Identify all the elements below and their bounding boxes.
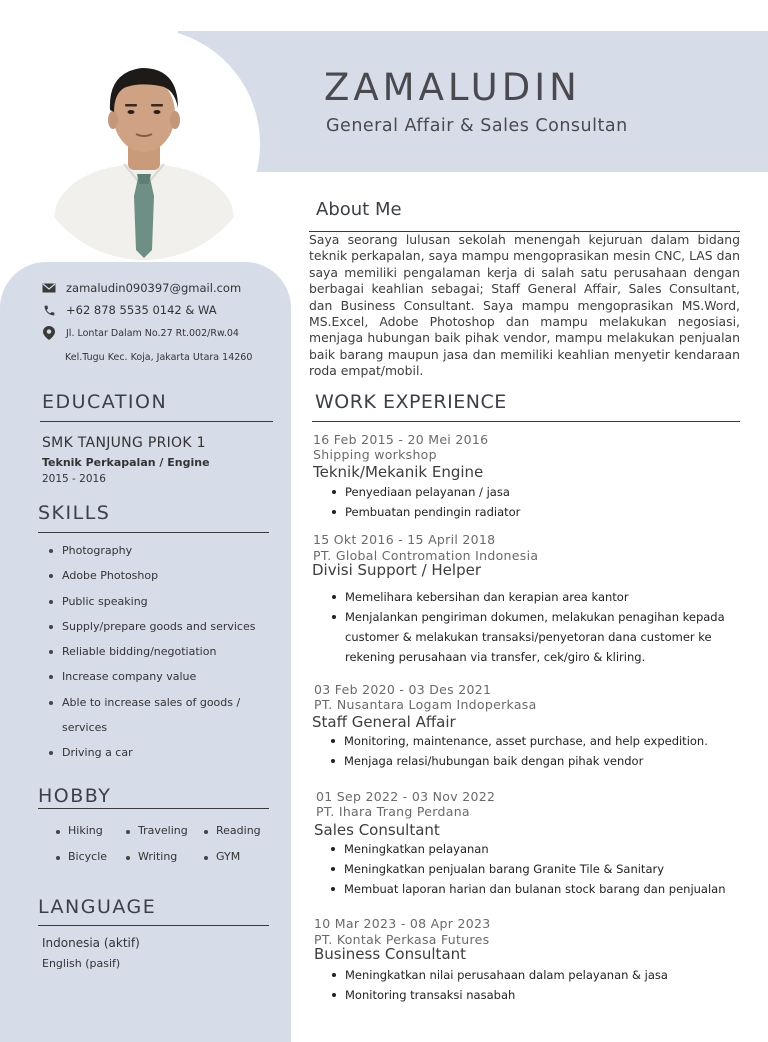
job-position: Sales Consultant	[314, 821, 440, 839]
hobby-item: Hiking	[54, 824, 103, 837]
hobby-item: Traveling	[124, 824, 188, 837]
job-title: General Affair & Sales Consultan	[326, 116, 628, 136]
job-position: Teknik/Mekanik Engine	[313, 463, 484, 481]
about-paragraph: Saya seorang lulusan sekolah menengah kejuruan dalam bidang teknik perkapalan, saya mampu mengoprasikan mesin CNC, LAS dan saya memiliki pengalaman kerja di salah satu perusahaan dengan berbagai keahlian sebagai; Staff General Affair, Sales Consultant, dan Business Consultant. Saya mampu mengoprasikan MS.Word, MS.Excel, Adobe Photoshop dan mampu melakukan negosiasi, menjaga hubungan baik pihak vendor, mampu melakukan penjualan baik barang maupun jasa dan memiliki keahlian menyetir kendaraan roda empat/mobil.	[309, 232, 740, 379]
contact-email-row	[42, 281, 241, 295]
work-divider	[312, 421, 740, 422]
list-item: Supply/prepare goods and services	[46, 619, 255, 644]
mail-icon	[42, 281, 56, 295]
email-text: zamaludin090397@gmail.com	[66, 281, 242, 295]
person-name: ZAMALUDIN	[324, 66, 581, 109]
job-position: Business Consultant	[314, 945, 467, 963]
list-item: Meningkatkan nilai perusahaan dalam pelayanan & jasa	[329, 965, 668, 985]
school-years: 2015 - 2016	[42, 473, 106, 485]
list-item-continuation: customer & melakukan transaksi/penyetoran dana customer ke	[345, 630, 712, 644]
hobby-item: Reading	[202, 824, 261, 837]
job-tasks	[329, 965, 668, 1005]
list-item: Reliable bidding/negotiation	[46, 644, 255, 669]
list-item: Adobe Photoshop	[46, 568, 255, 593]
hobby-heading: HOBBY	[38, 785, 112, 807]
contact-address-row	[42, 326, 239, 340]
language-heading: LANGUAGE	[38, 896, 157, 918]
list-item-continuation: services	[62, 721, 108, 735]
job-position: Divisi Support / Helper	[312, 561, 481, 579]
list-item: Membuat laporan harian dan bulanan stock barang dan penjualan	[328, 879, 726, 899]
job-tasks	[328, 731, 708, 771]
job-company: PT. Nusantara Logam Indoperkasa	[314, 697, 537, 712]
list-item: Meningkatkan penjualan barang Granite Tile & Sanitary	[328, 859, 726, 879]
education-divider	[40, 421, 273, 422]
about-heading: About Me	[316, 199, 402, 220]
job-date: 10 Mar 2023 - 08 Apr 2023	[314, 916, 491, 931]
language-item: English (pasif)	[42, 957, 121, 970]
list-item: Menjaga relasi/hubungan baik dengan pihak vendor	[328, 751, 708, 771]
job-company: PT. Kontak Perkasa Futures	[314, 932, 490, 947]
job-tasks	[329, 482, 520, 522]
address-line-1: Jl. Lontar Dalam No.27 Rt.002/Rw.04	[66, 327, 239, 339]
work-heading: WORK EXPERIENCE	[315, 391, 507, 413]
job-tasks	[328, 839, 726, 899]
job-date: 15 Okt 2016 - 15 April 2018	[313, 532, 496, 547]
list-item: Able to increase sales of goods /	[46, 695, 255, 720]
phone-icon	[42, 303, 56, 317]
portrait-illustration	[28, 28, 260, 260]
phone-text: +62 878 5535 0142 & WA	[66, 303, 217, 317]
contact-phone-row	[42, 303, 217, 317]
list-item: Menjalankan pengiriman dokumen, melakukan penagihan kepada	[329, 607, 725, 627]
hobby-divider	[38, 808, 269, 809]
job-company: Shipping workshop	[313, 447, 437, 462]
location-pin-icon	[42, 326, 56, 340]
list-item: Monitoring transaksi nasabah	[329, 985, 668, 1005]
hobby-item: Writing	[124, 850, 177, 863]
language-divider	[38, 925, 269, 926]
job-tasks	[329, 587, 725, 667]
list-item: Photography	[46, 543, 255, 568]
job-date: 01 Sep 2022 - 03 Nov 2022	[316, 789, 496, 804]
education-heading: EDUCATION	[42, 391, 168, 413]
skills-list	[46, 543, 255, 771]
list-item: Penyediaan pelayanan / jasa	[329, 482, 520, 502]
list-item: Memelihara kebersihan dan kerapian area kantor	[329, 587, 725, 607]
list-item: Monitoring, maintenance, asset purchase, and help expedition.	[328, 731, 708, 751]
school-major: Teknik Perkapalan / Engine	[42, 456, 210, 469]
hobby-item: Bicycle	[54, 850, 107, 863]
job-company: PT. Global Contromation Indonesia	[313, 548, 539, 563]
hobby-item: GYM	[202, 850, 240, 863]
skills-divider	[38, 532, 269, 533]
address-line-2: Kel.Tugu Kec. Koja, Jakarta Utara 14260	[65, 352, 253, 363]
job-company: PT. Ihara Trang Perdana	[316, 804, 470, 819]
list-item: Meningkatkan pelayanan	[328, 839, 726, 859]
school-name: SMK TANJUNG PRIOK 1	[42, 435, 206, 451]
list-item: Pembuatan pendingin radiator	[329, 502, 520, 522]
job-date: 16 Feb 2015 - 20 Mei 2016	[313, 432, 489, 447]
language-item: Indonesia (aktif)	[42, 936, 140, 950]
list-item-continuation: rekening perusahaan via transfer, cek/giro & kliring.	[345, 650, 646, 664]
job-date: 03 Feb 2020 - 03 Des 2021	[314, 682, 492, 697]
list-item: Increase company value	[46, 669, 255, 694]
profile-photo	[28, 28, 260, 260]
skills-heading: SKILLS	[38, 502, 111, 524]
list-item: Driving a car	[46, 745, 255, 770]
list-item: Public speaking	[46, 594, 255, 619]
job-position: Staff General Affair	[312, 713, 456, 731]
